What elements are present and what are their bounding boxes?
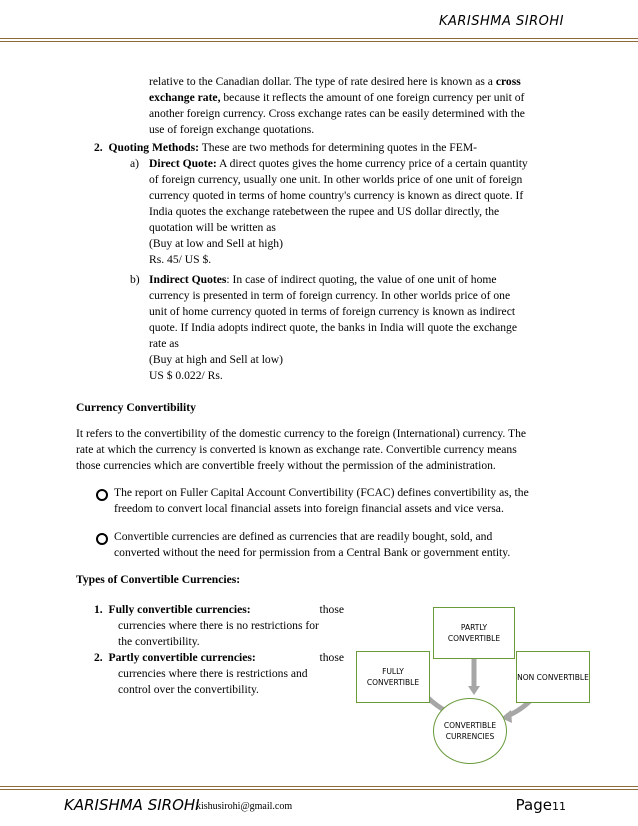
fully-convertible-box: FULLY CONVERTIBLE: [356, 651, 430, 703]
partly-convertible-box: PARTLY CONVERTIBLE: [433, 607, 515, 659]
indirect-quote-paragraph: Indirect Quotes: In case of indirect quoting, the value of one unit of home currency is presented in term of foreign currency. In other worlds price of one unit of home currency quoted in terms of foreign currency is known as indirect quote. If India adopts indirect quote, the banks in India will quote the exchange rate as (Buy at high and Sell at low) US $ 0.022/ Rs.: [149, 273, 517, 382]
quoting-methods-line: 2. Quoting Methods: These are two methods for determining quotes in the FEM-: [94, 141, 477, 154]
fcac-bullet: The report on Fuller Capital Account Convertibility (FCAC) defines convertibility as, the freedom to convert local financial assets into foreign financial assets and vice versa.: [114, 486, 529, 515]
direct-quote-marker: a): [130, 157, 140, 170]
footer-rule-2: [0, 789, 638, 790]
convertible-definition-bullet: Convertible currencies are defined as currencies that are readily bought, sold, and converted without the need for permission from a Central Bank or government entity.: [114, 530, 511, 559]
convertible-currencies-circle: CONVERTIBLE CURRENCIES: [433, 698, 507, 764]
page-number: Page11: [515, 796, 566, 814]
indirect-quote-marker: b): [130, 273, 140, 286]
bullet-icon: [96, 533, 108, 545]
type-item-fully: 1. Fully convertible currencies: those currencies where there is no restrictions for the convertibility.: [94, 603, 344, 648]
direct-quote-paragraph: Direct Quote: A direct quotes gives the home currency price of a certain quantity of foreign currency, usually one unit. In other worlds price of one unit of foreign currency quoted in terms of home country's currency is known as direct quote. If India quotes the exchange ratebetween the rupee and US dollar directly, the quotation will be written as (Buy at low and Sell at high) Rs. 45/ US $.: [149, 157, 528, 266]
types-heading: Types of Convertible Currencies:: [76, 573, 241, 586]
footer-rule: [0, 786, 638, 787]
non-convertible-box: NON CONVERTIBLE: [516, 651, 590, 703]
arrow-top-head: [468, 686, 480, 695]
header-author: KARISHMA SIROHI: [438, 14, 564, 29]
convertibility-heading: Currency Convertibility: [76, 401, 196, 414]
convertibility-paragraph: It refers to the convertibility of the domestic currency to the foreign (International) currency. The rate at which the currency is converted is known as exchange rate. Convertible currency means those currencies which are convertible freely without the permission of the administration.: [76, 427, 527, 472]
bullet-icon: [96, 489, 108, 501]
cross-rate-paragraph: relative to the Canadian dollar. The type of rate desired here is known as a cross exchange rate, because it reflects the amount of one foreign currency per unit of another foreign currency. Cross exchange rates can be easily determined with the use of foreign exchange quotations.: [149, 75, 525, 136]
header-rule: [0, 38, 638, 39]
footer-author: KARISHMA SIROHI: [64, 796, 200, 814]
footer-email: kishusirohi@gmail.com: [196, 801, 293, 812]
type-item-partly: 2. Partly convertible currencies: those currencies where there is restrictions and control over the convertibility.: [94, 651, 344, 696]
header-rule-2: [0, 41, 638, 42]
